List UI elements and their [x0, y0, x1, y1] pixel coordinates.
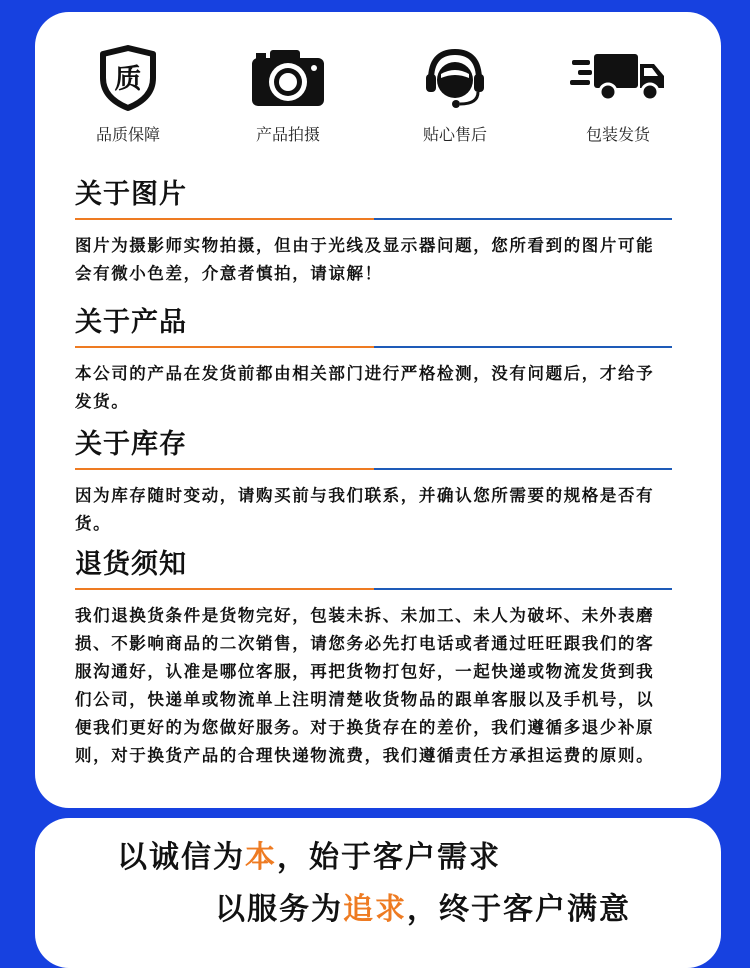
- section-about-stock: [75, 426, 672, 538]
- section-divider: [75, 346, 672, 348]
- section-body: 本公司的产品在发货前都由相关部门进行严格检测，没有问题后，才给予发货。: [75, 364, 655, 411]
- info-card: [35, 12, 721, 808]
- svg-text:质: 质: [114, 64, 142, 95]
- slogan-line-1: 以诚信为本，始于客户需求: [117, 840, 501, 875]
- feature-row: [35, 42, 721, 162]
- section-divider: [75, 588, 672, 590]
- section-return-policy: [75, 546, 672, 770]
- section-about-products: [75, 304, 672, 416]
- feature-delivery: [548, 42, 688, 145]
- slogan-line-2: 以服务为追求，终于客户满意: [215, 892, 631, 927]
- feature-label: 贴心售后: [422, 125, 487, 144]
- feature-label: 包装发货: [585, 125, 650, 144]
- section-title: 关于产品: [75, 307, 187, 338]
- section-divider: [75, 468, 672, 470]
- section-about-images: [75, 176, 672, 288]
- quality-shield-icon: [58, 42, 198, 112]
- section-body: 图片为摄影师实物拍摄，但由于光线及显示器问题，您所看到的图片可能会有微小色差，介意者慎拍，请谅解！: [75, 236, 655, 283]
- headset-service-icon: [385, 42, 525, 112]
- feature-label: 品质保障: [95, 125, 160, 144]
- feature-photo: [218, 42, 358, 145]
- section-divider: [75, 218, 672, 220]
- delivery-truck-icon: [548, 42, 688, 112]
- section-body: 我们退换货条件是货物完好，包装未拆、未加工、未人为破坏、未外表磨损、不影响商品的二次销售，请您务必先打电话或者通过旺旺跟我们的客服沟通好，认准是哪位客服，再把货物打包好，一起快递或物流发货到我们公司，快递单或物流单上注明清楚收货物品的跟单客服以及手机号，以便我们更好的为您做好服务。对于换货存在的差价，我们遵循多退少补原则，对于换货产品的合理快递物流费，我们遵循责任方承担运费的原则。: [75, 606, 655, 765]
- feature-quality: [58, 42, 198, 145]
- slogan-highlight: 追求: [343, 892, 407, 927]
- feature-service: [385, 42, 525, 145]
- feature-label: 产品拍摄: [255, 125, 320, 144]
- section-title: 关于图片: [75, 179, 187, 210]
- slogan-banner: [35, 818, 721, 968]
- slogan-highlight: 本: [245, 840, 277, 875]
- section-title: 退货须知: [75, 549, 187, 580]
- camera-icon: [218, 42, 358, 112]
- section-title: 关于库存: [75, 429, 187, 460]
- section-body: 因为库存随时变动，请购买前与我们联系，并确认您所需要的规格是否有货。: [75, 486, 655, 533]
